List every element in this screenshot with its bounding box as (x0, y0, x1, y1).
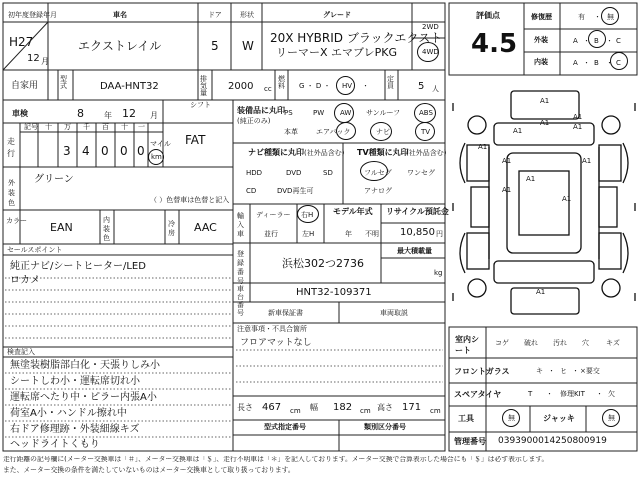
usage-value: 自家用 (11, 81, 39, 91)
drive-4wd-circle (417, 42, 439, 62)
shift-label: シフト (190, 101, 211, 109)
inspection-year-unit: 年 (104, 111, 112, 120)
model-year-unknown: 不明 (365, 230, 379, 238)
mileage-digit: 0 (120, 144, 128, 158)
fuel-options: G ・ D ・ (299, 82, 331, 90)
inspector-item: 荷室A小・ハンドル擦れ中 (10, 408, 127, 419)
model-label: 型式 (60, 75, 67, 90)
length-label: 長さ (237, 403, 253, 412)
diagram-label: A1 (540, 97, 550, 105)
drive-4wd: 4WD (422, 48, 439, 56)
tv-item: フルセグ (364, 169, 392, 177)
mileage-digit: 0 (101, 144, 109, 158)
mileage-digit-label: 千 (83, 123, 90, 131)
seat-item: 汚れ (553, 339, 567, 347)
equip-item: ABS (419, 109, 433, 117)
mile-label: マイル (150, 140, 171, 148)
height-unit: cm (430, 407, 441, 415)
equip-item: サンルーフ (366, 109, 401, 117)
exterior-label: 外装 (534, 36, 548, 44)
car-name-label: 車名 (113, 11, 127, 19)
plate-value: 浜松302つ2736 (282, 257, 364, 270)
tv-sub: (社外品含む) (406, 149, 447, 157)
diagram-label: A1 (526, 175, 536, 183)
glass-item: ・ (548, 367, 555, 375)
sales-point-item: 純正ナビ/シートヒーター/LED (10, 261, 146, 272)
car-name-value: エクストレイル (78, 39, 162, 53)
navi-item: SD (323, 169, 333, 177)
inspection-month: 12 (122, 107, 136, 120)
sales-point-item: ロカメ (10, 275, 40, 286)
navi-item: HDD (246, 169, 263, 177)
footer-line1: 走行距離の記号欄に(メーター交換車は「＃」、メーター交換車は「＄」、走行不明車は「＊」を記入しております。メーター交換で合算表示した場合にも「＄」は必ず表示します。 (3, 456, 549, 463)
mileage-digit-label: 十 (45, 123, 52, 131)
diagram-label: A1 (513, 127, 523, 135)
fuel-label: 燃料 (278, 75, 285, 90)
airbag-circle (336, 122, 356, 140)
seat-item: キズ (606, 339, 620, 347)
notes-value: フロアマットなし (240, 338, 312, 348)
interior-opt: B (594, 59, 599, 67)
diagram-label: A1 (502, 186, 512, 194)
tv-item: アナログ (364, 187, 392, 195)
tv-item: ワンセグ (407, 169, 435, 177)
diagram-label: A1 (502, 157, 512, 165)
width-label: 幅 (310, 403, 318, 412)
model-year-label: モデル年式 (333, 207, 373, 216)
inspection-year: 8 (77, 107, 84, 120)
aw-circle (334, 103, 354, 123)
shift-value: FAT (185, 133, 206, 147)
chassis-label: 車台番号 (237, 285, 244, 317)
diagram-label: A1 (582, 157, 592, 165)
seat-item: 穴 (582, 339, 589, 347)
inspection-label: 車検 (12, 109, 28, 118)
exterior-opt: B (594, 37, 599, 45)
length-unit: cm (290, 407, 301, 415)
color-code-label: カラー (6, 217, 27, 225)
front-glass-label: フロントガラス (454, 367, 510, 376)
management-label: 管理番号 (454, 437, 486, 446)
drive-2wd: 2WD (422, 23, 439, 31)
height-value: 171 (402, 402, 422, 413)
equip-item: ナビ (376, 128, 390, 136)
glass-item: ×要交 (580, 367, 600, 375)
jack-value: 無 (608, 414, 615, 422)
displacement-label: 排気量 (200, 75, 207, 97)
import-label: 輸入車 (237, 212, 244, 238)
capacity-label: 定員 (387, 75, 394, 90)
mileage-digit: 3 (63, 144, 71, 158)
jack-label: ジャッキ (543, 414, 575, 423)
interior-opt: A (573, 59, 578, 67)
grade-line2: リーマーX エマブレPKG (276, 46, 397, 59)
repair-label: 修復歴 (531, 13, 552, 21)
diagram-label: A1 (478, 143, 488, 151)
diagram-label: A1 (536, 288, 546, 296)
ac-label: 冷房 (168, 220, 175, 237)
right-h-circle (297, 205, 319, 223)
diagram-label: A1 (562, 195, 572, 203)
new-car-warranty-label: 新車保証書 (268, 309, 303, 317)
tools-value: 無 (508, 414, 515, 422)
reg-date-diagonal (3, 22, 53, 70)
diagram-label: A1 (573, 113, 583, 121)
equip-item: TV (421, 128, 431, 136)
reg-year-label: 初年度登録年月 (8, 11, 57, 19)
mileage-digit-label: 一 (138, 123, 145, 131)
equip-item: AW (340, 109, 352, 117)
inspector-item: 運転席へたり中・ピラー内張A小 (10, 392, 157, 403)
mileage-digit-label: 百 (102, 123, 109, 131)
mileage-digit-label: 記号 (24, 123, 38, 131)
doors-value: 5 (211, 39, 219, 53)
notes-label: 注意事項・不具合箇所 (237, 325, 307, 333)
type-number-label: 型式指定番号 (264, 423, 306, 431)
navi-item: CD (246, 187, 257, 195)
spare-item: 欠 (608, 390, 615, 398)
cc-unit: cc (264, 85, 272, 93)
repair-none-circle (601, 7, 619, 25)
diagram-label: A1 (540, 119, 550, 127)
repair-opt: ・ (594, 13, 601, 21)
model-year-unit: 年 (345, 230, 352, 238)
abs-circle (414, 103, 436, 123)
exterior-opt: A (573, 37, 578, 45)
equipment-label: 装備品に丸印 (237, 106, 285, 115)
interior-c-circle (610, 52, 628, 70)
inspector-item: 右ドア修理跡・外装細線キズ (10, 424, 140, 435)
glass-item: ・ (572, 367, 579, 375)
spare-item: ・ (596, 390, 603, 398)
shape-label: 形状 (240, 11, 254, 19)
sales-point-label: セールスポイント (7, 246, 63, 254)
navi-item: DVD (286, 169, 302, 177)
capacity-value: 5 (418, 81, 425, 92)
tv-circle (415, 122, 435, 141)
jack-none-circle (602, 409, 620, 427)
interior-opt: C (616, 59, 621, 67)
glass-item: キ (536, 367, 543, 375)
equip-item: 本革 (284, 128, 298, 136)
tools-label: 工具 (458, 414, 474, 423)
height-label: 高さ (377, 403, 393, 412)
mileage-digit: 0 (137, 144, 145, 158)
interior-label: 内装 (534, 58, 548, 66)
exterior-opt: ・ (583, 37, 590, 45)
width-unit: cm (360, 407, 371, 415)
max-load-label: 最大積載量 (397, 247, 432, 255)
management-value: 0393900014250800919 (498, 436, 607, 446)
tools-none-circle (502, 409, 520, 427)
fullseg-circle (360, 161, 388, 181)
chassis-value: HNT32-109371 (296, 287, 372, 298)
footer-line2: また、メーター交換の条件を満たしていないものはメーター交換車として取り扱っております。 (3, 466, 295, 474)
color-code-value: EAN (50, 221, 73, 234)
class-number-label: 類別区分番号 (364, 423, 406, 431)
max-load-unit: kg (434, 269, 443, 277)
equip-item: エアバック (316, 128, 351, 136)
seat-item: 破れ (524, 339, 538, 347)
length-value: 467 (262, 402, 282, 413)
ac-value: AAC (194, 221, 217, 234)
inspector-item: ヘッドライトくもり (10, 439, 100, 450)
plate-label: 登録番号 (237, 250, 244, 285)
import-dealer: ディーラー (256, 211, 291, 219)
shape-value: W (242, 39, 254, 53)
exterior-opt: ・ (606, 37, 613, 45)
displacement-value: 2000 (228, 81, 254, 92)
door-label: ドア (208, 11, 222, 19)
repair-opt: 有 (578, 13, 585, 21)
fuel-hv-circle (336, 76, 355, 95)
inspection-month-unit: 月 (150, 111, 158, 120)
color-label: 外装色 (8, 179, 15, 207)
recycle-value: 10,850 (400, 227, 435, 238)
interior-opt: ・ (606, 59, 613, 67)
km-circle (148, 149, 164, 165)
inspector-item: シートしわ小・運転席切れ小 (10, 376, 140, 387)
mileage-digit: 4 (82, 144, 90, 158)
model-value: DAA-HNT32 (100, 81, 159, 92)
grade-line1: 20X HYBRID ブラックエクスト (270, 31, 443, 45)
mileage-label: 走行 (7, 137, 15, 158)
equip-item: PS (284, 109, 293, 117)
equipment-sublabel: (純正のみ) (237, 117, 271, 125)
import-left-h: 左H (302, 230, 315, 238)
manual-label: 車両取説 (380, 309, 408, 317)
km-label: km (151, 153, 162, 161)
import-parallel: 並行 (264, 230, 278, 238)
navi-item: DVD再生可 (277, 187, 314, 195)
glass-item: ヒ (560, 367, 567, 375)
navi-label: ナビ種類に丸印 (248, 148, 304, 157)
color-value: グリーン (34, 174, 74, 185)
exterior-opt: C (616, 37, 621, 45)
spare-item: T (528, 390, 533, 398)
inspector-item: 無塗装樹脂部白化・天張りしみ小 (10, 360, 160, 371)
interior-seat-label: 室内シート (455, 335, 479, 355)
import-right-h: 右H (301, 211, 314, 219)
spare-item: 修理KIT (560, 390, 585, 398)
fuel-hv: HV (342, 82, 353, 90)
fuel-end: ・ (362, 82, 369, 90)
equip-item: PW (313, 109, 325, 117)
reg-year-value: H27 (9, 35, 34, 49)
mileage-digit-label: 万 (64, 123, 71, 131)
score-value: 4.5 (471, 29, 518, 59)
color-note: （ ）色替車は色替と記入 (150, 196, 230, 204)
seat-item: コゲ (495, 339, 509, 347)
navi-sub: (社外品含む) (304, 149, 345, 157)
diagram-label: A1 (573, 123, 583, 131)
score-label: 評価点 (476, 11, 500, 20)
reg-month-unit: 月 (41, 57, 49, 66)
repair-opt: 無 (607, 13, 614, 21)
capacity-unit: 人 (432, 85, 439, 93)
spare-item: ・ (546, 390, 553, 398)
reg-month-value: 12 (27, 53, 40, 64)
mileage-digit-label: 十 (121, 123, 128, 131)
navi-circle (370, 122, 392, 141)
exterior-b-circle (588, 30, 606, 48)
spare-tire-label: スペアタイヤ (454, 390, 502, 399)
interior-color-label: 内装色 (103, 216, 110, 242)
interior-opt: ・ (583, 59, 590, 67)
grade-label: グレード (323, 11, 351, 19)
width-value: 182 (333, 402, 353, 413)
recycle-unit: 円 (436, 230, 443, 238)
inspector-label: 検査記入 (7, 348, 35, 356)
recycle-label: リサイクル預託金 (386, 207, 449, 216)
tv-label: TV種類に丸印 (357, 148, 409, 157)
